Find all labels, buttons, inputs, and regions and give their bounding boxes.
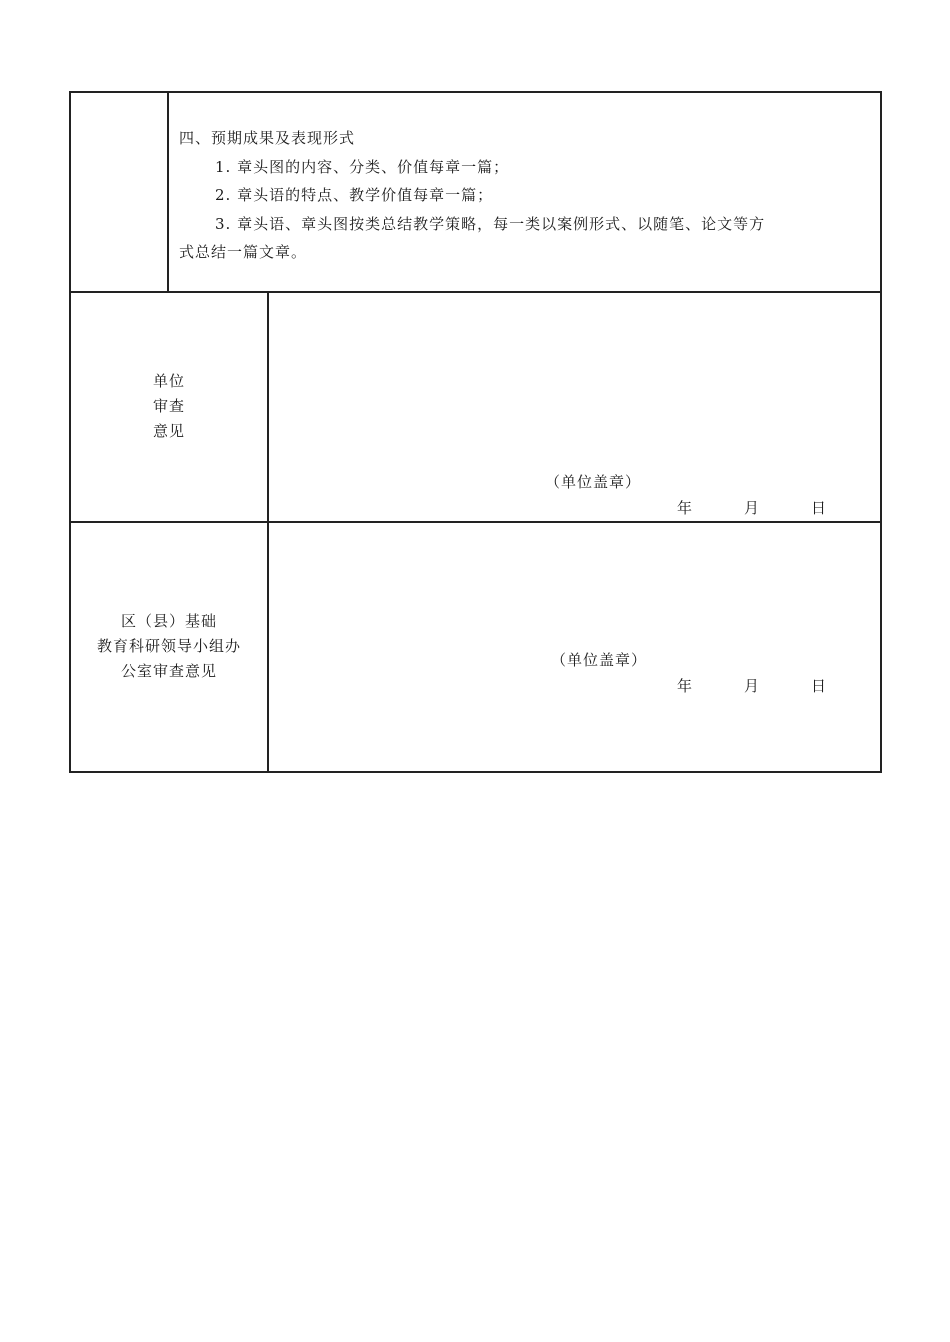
district-review-label-line-2: 教育科研领导小组办 [96, 637, 241, 655]
district-review-stamp: （单位盖章） [551, 651, 648, 669]
table-top-border [69, 91, 882, 93]
outcome-item-3-line-2: 式总结一篇文章。 [179, 243, 308, 261]
table-bottom-border [69, 771, 882, 773]
row-divider-2 [69, 521, 882, 523]
district-review-day: 日 [811, 677, 827, 695]
unit-review-label-line-3: 意见 [152, 422, 185, 440]
district-review-year: 年 [677, 677, 693, 695]
table-right-border [880, 91, 882, 773]
unit-review-label [69, 369, 269, 444]
review-form-table [69, 91, 882, 773]
unit-review-label-line-2: 审查 [152, 397, 185, 415]
outcome-item-1: 1. 章头图的内容、分类、价值每章一篇； [215, 157, 510, 176]
unit-review-month: 月 [744, 499, 760, 517]
outcome-column-divider [167, 91, 169, 293]
outcome-item-2: 2. 章头语的特点、教学价值每章一篇； [215, 186, 494, 204]
review-column-divider [267, 291, 269, 773]
district-review-label-line-1: 区（县）基础 [120, 612, 217, 630]
outcome-heading: 四、预期成果及表现形式 [179, 129, 356, 147]
outcome-section [179, 124, 874, 267]
outcome-item-3-line-1: 3. 章头语、章头图按类总结教学策略，每一类以案例形式、以随笔、论文等方 [215, 214, 766, 233]
unit-review-year: 年 [677, 499, 693, 517]
unit-review-stamp: （单位盖章） [545, 473, 642, 491]
district-review-label [69, 609, 269, 684]
row-divider-1 [69, 291, 882, 293]
district-review-month: 月 [744, 677, 760, 695]
district-review-label-line-3: 公室审查意见 [120, 662, 217, 680]
unit-review-label-line-1: 单位 [152, 372, 185, 390]
unit-review-day: 日 [811, 499, 827, 517]
